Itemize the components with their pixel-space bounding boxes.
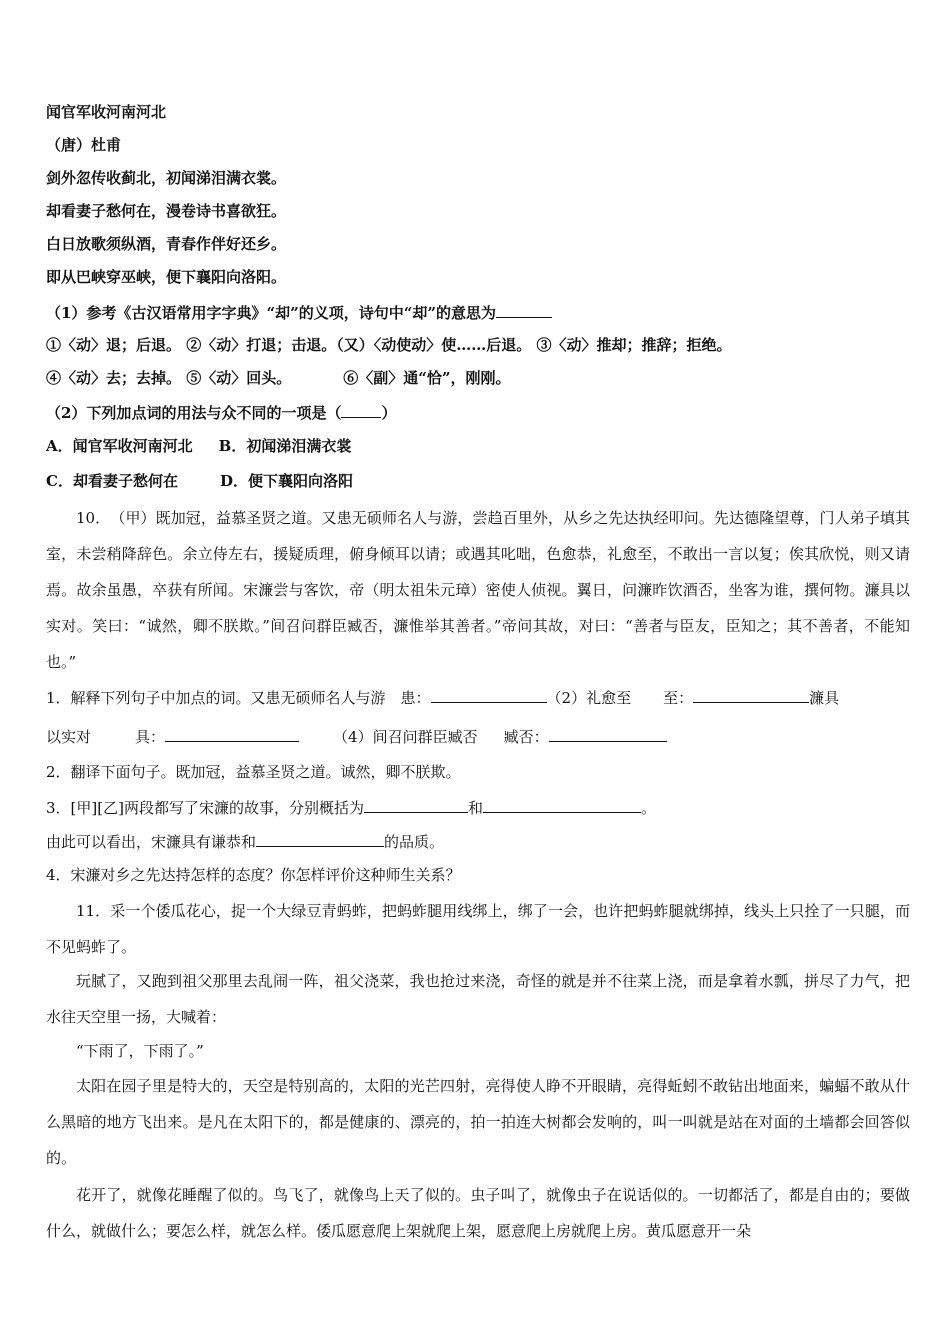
sub-question-text: 1．解释下列句子中加点的词。又患无硕师名人与游 患： [46,689,431,707]
question-2-stem [46,401,910,424]
sub-question-text: 臧否： [503,728,549,746]
question-1-definitions-2 [46,367,910,389]
sub-question-text: （4）间召问群臣臧否 [333,728,478,746]
poem-author: （唐）杜甫 [46,136,122,154]
answer-blank[interactable] [496,301,552,318]
sub-question-text: 濂具 [809,689,840,707]
answer-blank[interactable] [431,686,547,703]
option-d: D．便下襄阳向洛阳 [219,472,353,490]
sub-question-text: 和 [467,799,483,817]
poem-line: 却看妻子愁何在，漫卷诗书喜欲狂。 [46,202,287,220]
question-11-p1: 11．采一个倭瓜花心，捉一个大绿豆青蚂蚱，把蚂蚱腿用线绑上，绑了一会，也许把蚂蚱腿就绑掉，线头上只拴了一只腿，而不见蚂蚱了。 [46,902,910,956]
question-11-p2: 玩腻了，又跑到祖父那里去乱闹一阵，祖父浇菜，我也抢过来浇，奇怪的就是并不往菜上浇，而是拿着水瓢，拼尽了力气，把水往天空里一扬，大喊着： [46,972,910,1026]
answer-blank[interactable] [549,725,667,742]
question-11-p3: “下雨了，下雨了。” [76,1042,204,1060]
question-1-definitions: ①〈动〉退；后退。 ②〈动〉打退；击退。（又）〈动使动〉使……后退。 ③〈动〉推却；推辞；拒绝。 [46,336,732,354]
option-c: C．却看妻子愁何在 [46,472,178,490]
question-11-p5: 花开了，就像花睡醒了似的。鸟飞了，就像鸟上天了似的。虫子叫了，就像虫子在说话似的。一切都活了，都是自由的；要做什么，就做什么；要怎么样，就怎么样。倭瓜愿意爬上架就爬上架，愿意爬上房就爬上房。黄瓜愿意开一朵 [46,1186,910,1240]
question-10-sub-4: 4．宋濂对乡之先达持怎样的态度？你怎样评价这种师生关系？ [46,866,461,884]
option-a: A．闻官军收河南河北 [46,437,193,455]
question-10-sub-1-cont [46,725,910,748]
sub-question-text: 至： [663,689,694,707]
sub-question-text: 3．[甲][乙]两段都写了宋濂的故事，分别概括为 [46,799,364,817]
question-2-text: （2）下列加点词的用法与众不同的一项是（ [46,404,342,422]
option-b: B．初闻涕泪满衣裳 [218,437,352,455]
sub-question-text: 。 [640,799,656,817]
question-10-sub-2: 2．翻译下面句子。既加冠，益慕圣贤之道。诚然，卿不朕欺。 [46,763,461,781]
sub-question-text: （2）礼愈至 [546,689,632,707]
sub-question-text: 具： [135,728,166,746]
definition-text: ⑥〈副〉通“恰”，刚刚。 [343,369,511,387]
answer-blank[interactable] [483,796,641,813]
question-2-text-end: ） [381,404,397,422]
poem-line: 即从巴峡穿巫峡，便下襄阳向洛阳。 [46,268,287,286]
sub-question-text: 由此可以看出，宋濂具有谦恭和 [46,833,257,851]
answer-blank[interactable] [693,686,809,703]
question-10-sub-1 [46,686,910,709]
poem-title: 闻官军收河南河北 [46,103,167,121]
answer-blank[interactable] [341,401,381,418]
question-10-passage: 10． （甲）既加冠，益慕圣贤之道。又患无硕师名人与游，尝趋百里外，从乡之先达执经叩问。先达德隆望尊，门人弟子填其室，未尝稍降辞色。余立侍左右，援疑质理，俯身倾耳以请；或遇其叱咄，色愈恭，礼愈至，不敢出一言以复；俟其欣悦，则又请焉。故余虽愚，卒获有所闻。宋濂尝与客饮，帝（明太祖朱元璋）密使人侦视。翼日，问濂昨饮酒否，坐客为谁，撰何物。濂具以实对。笑曰：“诚然，卿不朕欺。”间召问群臣臧否，濂惟举其善者。”帝问其故，对曰：“善者与臣友，臣知之；其不善者，不能知也。” [46,509,910,671]
question-11-p4: 太阳在园子里是特大的，天空是特别高的，太阳的光芒四射，亮得使人睁不开眼睛，亮得蚯蚓不敢钻出地面来，蝙蝠不敢从什么黑暗的地方飞出来。是凡在太阳下的，都是健康的、漂亮的，拍一拍连大树都会发响的，叫一叫就是站在对面的土墙都会回答似的。 [46,1077,910,1167]
answer-blank[interactable] [364,796,468,813]
sub-question-text: 以实对 [46,728,92,746]
sub-question-text: 的品质。 [384,833,445,851]
answer-blank[interactable] [256,830,384,847]
question-2-options-cd [46,470,910,492]
question-1-text: （1）参考《古汉语常用字字典》“却”的义项，诗句中“却”的意思为 [46,304,496,322]
question-1-stem [46,301,910,324]
poem-line: 剑外忽传收蓟北，初闻涕泪满衣裳。 [46,169,287,187]
question-2-options-ab [46,435,910,457]
question-10-sub-3 [46,796,910,819]
poem-line: 白日放歌须纵酒，青春作伴好还乡。 [46,235,287,253]
question-10-sub-3-cont [46,830,910,853]
definition-text: ④〈动〉去；去掉。 ⑤〈动〉回头。 [46,369,292,387]
answer-blank[interactable] [165,725,299,742]
